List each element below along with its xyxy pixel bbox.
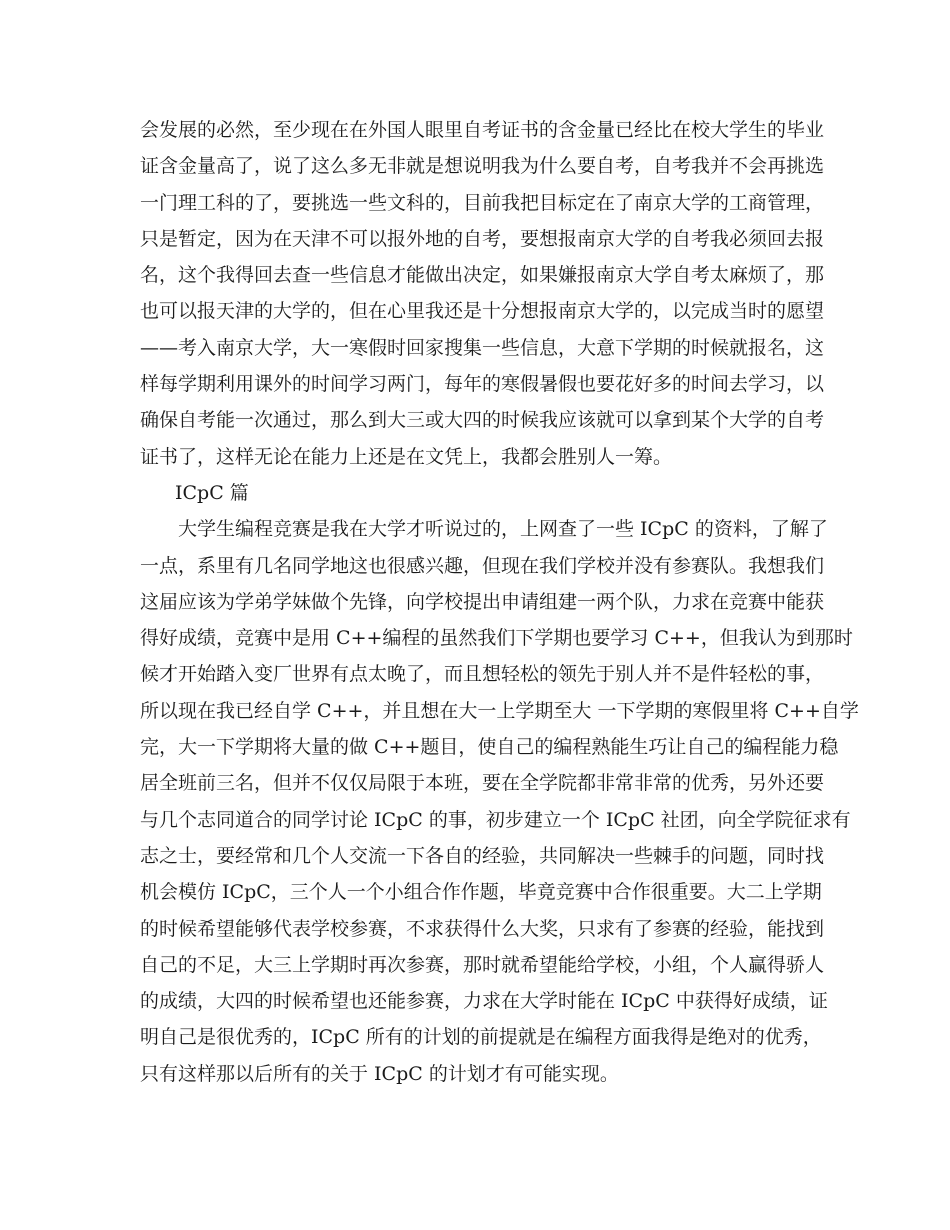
text-line: 只是暂定，因为在天津不可以报外地的自考，要想报南京大学的自考我必须回去报 (140, 227, 825, 250)
text-line: 的成绩，大四的时候希望也还能参赛，力求在大学时能在 ICpC 中获得好成绩，证 (140, 990, 828, 1013)
text-line: 会发展的必然，至少现在在外国人眼里自考证书的含金量已经比在校大学生的毕业 (140, 119, 825, 141)
text-line: 也可以报天津的大学的，但在心里我还是十分想报南京大学的，以完成当时的愿望 (140, 300, 825, 323)
text-line: 明自己是很优秀的，ICpC 所有的计划的前提就是在编程方面我得是绝对的优秀， (140, 1026, 822, 1049)
paragraph-icpc (140, 511, 859, 1092)
text-line: 与几个志同道合的同学讨论 ICpC 的事，初步建立一个 ICpC 社团，向全学院征求有 (140, 808, 851, 831)
text-line: 一点，系里有几名同学地这也很感兴趣，但现在我们学校并没有参赛队。我想我们 (140, 554, 825, 577)
text-line: 完，大一下学期将大量的做 C++题目，使自己的编程熟能生巧让自己的编程能力稳 (140, 736, 839, 759)
text-line: 的时候希望能够代表学校参赛，不求获得什么大奖，只求有了参赛的经验，能找到 (140, 917, 825, 940)
paragraph-self-exam (140, 112, 825, 475)
text-line: 证含金量高了，说了这么多无非就是想说明我为什么要自考，自考我并不会再挑选 (140, 155, 825, 178)
document-body (140, 112, 859, 1092)
text-line: 得好成绩，竞赛中是用 C++编程的虽然我们下学期也要学习 C++，但我认为到那时 (140, 627, 853, 650)
text-line: 只有这样那以后所有的关于 ICpC 的计划才有可能实现。 (140, 1062, 619, 1085)
text-line: 样每学期利用课外的时间学习两门，每年的寒假暑假也要花好多的时间去学习，以 (140, 373, 825, 396)
text-line: ——考入南京大学，大一寒假时回家搜集一些信息，大意下学期的时候就报名，这 (140, 336, 825, 359)
text-line: 这届应该为学弟学妹做个先锋，向学校提出申请组建一两个队，力求在竞赛中能获 (140, 590, 825, 613)
text-line: 一门理工科的了，要挑选一些文科的，目前我把目标定在了南京大学的工商管理， (140, 191, 825, 214)
section-heading: ICpC 篇 (175, 481, 249, 504)
text-line: 志之士，要经常和几个人交流一下各自的经验，共同解决一些棘手的问题，同时找 (140, 844, 825, 867)
text-line: 机会模仿 ICpC，三个人一个小组合作作题，毕竟竞赛中合作很重要。大二上学期 (140, 881, 822, 904)
text-line: 自己的不足，大三上学期时再次参赛，那时就希望能给学校，小组，个人赢得骄人 (140, 953, 825, 976)
text-line: 所以现在我已经自学 C++，并且想在大一上学期至大 一下学期的寒假里将 C++自学 (140, 699, 859, 722)
text-line: 居全班前三名，但并不仅仅局限于本班，要在全学院都非常非常的优秀，另外还要 (140, 772, 825, 795)
text-line: 确保自考能一次通过，那么到大三或大四的时候我应该就可以拿到某个大学的自考 (140, 409, 825, 432)
text-line: 大学生编程竞赛是我在大学才听说过的，上网查了一些 ICpC 的资料，了解了 (178, 518, 828, 541)
text-line: 证书了，这样无论在能力上还是在文凭上，我都会胜别人一筹。 (140, 445, 673, 468)
text-line: 候才开始踏入变厂世界有点太晚了，而且想轻松的领先于别人并不是件轻松的事， (140, 663, 825, 686)
text-line: 名，这个我得回去查一些信息才能做出决定，如果嫌报南京大学自考太麻烦了，那 (140, 264, 825, 287)
